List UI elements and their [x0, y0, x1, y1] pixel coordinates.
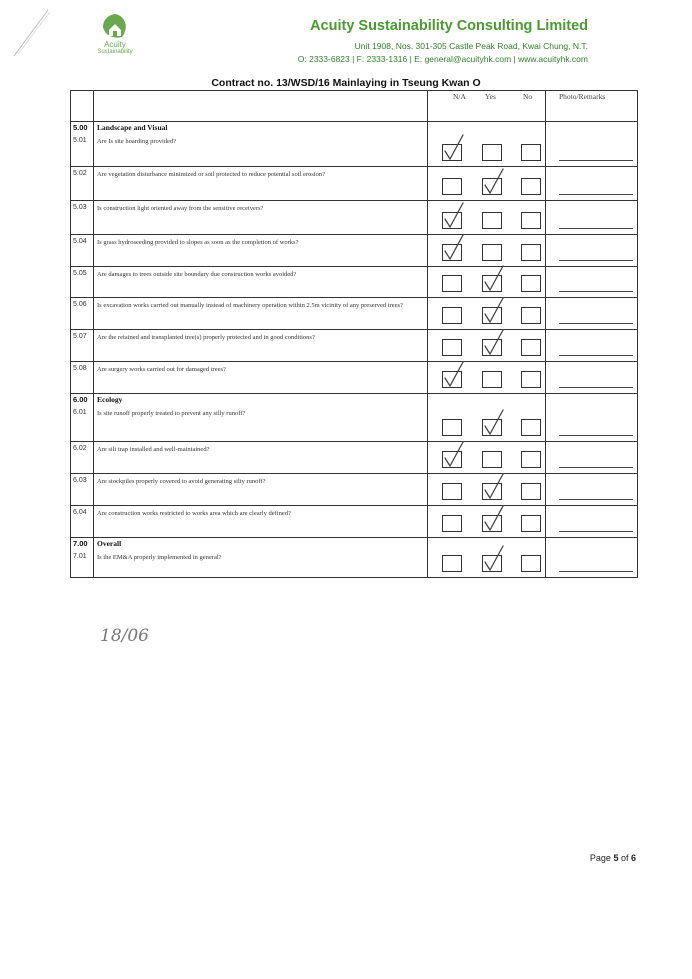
checkbox-no[interactable] — [521, 212, 541, 229]
checkmark-icon — [481, 167, 507, 197]
item-number: 6.04 — [73, 509, 87, 516]
checkbox-na[interactable] — [442, 483, 462, 500]
checkbox-yes[interactable] — [482, 515, 502, 532]
checkbox-no[interactable] — [521, 339, 541, 356]
checkbox-yes[interactable] — [482, 483, 502, 500]
item-number: 5.03 — [73, 204, 87, 211]
item-number: 5.07 — [73, 333, 87, 340]
item-question: Is grass hydroseeding provided to slopes as soon as the completion of works? — [97, 239, 299, 246]
item-question: Are Is site hoarding provided? — [97, 138, 177, 145]
checkbox-na[interactable] — [442, 144, 462, 161]
checkmark-icon — [481, 504, 507, 534]
checkbox-na[interactable] — [442, 244, 462, 261]
handwritten-date — [98, 622, 150, 648]
checkmark-icon — [481, 328, 507, 358]
section-number: 7.00 — [73, 539, 88, 548]
item-number: 5.06 — [73, 301, 87, 308]
company-name: Acuity Sustainability Consulting Limited — [310, 18, 588, 34]
section-title: Landscape and Visual — [97, 123, 168, 132]
page-middle: of — [618, 853, 631, 863]
item-question: Are construction works restricted to works area which are clearly defined? — [97, 510, 291, 517]
item-question: Is construction light oriented away from the sensitive receivers? — [97, 205, 264, 212]
checkmark-icon — [441, 201, 467, 231]
checkbox-na[interactable] — [442, 371, 462, 388]
col-header-no: No — [523, 92, 533, 101]
item-number: 5.05 — [73, 270, 87, 277]
logo-name: Acuity — [104, 40, 126, 49]
item-question: Are vegetation disturbance minimized or soil protected to reduce potential soil erosion? — [97, 171, 325, 178]
header-row-divider — [71, 121, 637, 122]
company-logo — [84, 12, 146, 56]
checkbox-no[interactable] — [521, 307, 541, 324]
item-question: Are stockpiles properly covered to avoid generating silty runoff? — [97, 478, 266, 485]
section-title: Overall — [97, 539, 122, 548]
checkbox-no[interactable] — [521, 178, 541, 195]
checkbox-yes[interactable] — [482, 212, 502, 229]
checkbox-no[interactable] — [521, 555, 541, 572]
checkbox-yes[interactable] — [482, 244, 502, 261]
item-question: Are the retained and transplanted tree(s) properly protected and in good conditions? — [97, 334, 315, 341]
remarks-field[interactable] — [559, 160, 633, 161]
remarks-field[interactable] — [559, 467, 633, 468]
remarks-field[interactable] — [559, 531, 633, 532]
item-number: 5.08 — [73, 365, 87, 372]
item-question: Are damages to trees outside site boundary due construction works avoided? — [97, 271, 297, 278]
company-address: Unit 1908, Nos. 301-305 Castle Peak Road, Kwai Chung, N.T. — [354, 41, 588, 51]
section-title: Ecology — [97, 395, 123, 404]
checkbox-yes[interactable] — [482, 275, 502, 292]
remarks-field[interactable] — [559, 355, 633, 356]
row-divider — [71, 537, 637, 538]
item-number: 5.01 — [73, 137, 87, 144]
checkbox-no[interactable] — [521, 419, 541, 436]
checkbox-yes[interactable] — [482, 555, 502, 572]
company-address-block — [298, 40, 588, 66]
remarks-field[interactable] — [559, 387, 633, 388]
checkbox-yes[interactable] — [482, 307, 502, 324]
checkbox-yes[interactable] — [482, 144, 502, 161]
checkbox-no[interactable] — [521, 451, 541, 468]
checkbox-yes[interactable] — [482, 419, 502, 436]
remarks-field[interactable] — [559, 499, 633, 500]
remarks-field[interactable] — [559, 571, 633, 572]
checkbox-na[interactable] — [442, 419, 462, 436]
checkmark-icon — [481, 472, 507, 502]
item-number: 6.01 — [73, 409, 87, 416]
checkmark-icon — [441, 233, 467, 263]
checkbox-na[interactable] — [442, 307, 462, 324]
section-number: 6.00 — [73, 395, 88, 404]
checkbox-no[interactable] — [521, 515, 541, 532]
item-question: Are surgery works carried out for damaged trees? — [97, 366, 226, 373]
checkbox-no[interactable] — [521, 483, 541, 500]
checkbox-yes[interactable] — [482, 371, 502, 388]
checkbox-na[interactable] — [442, 555, 462, 572]
col-header-yes: Yes — [485, 92, 496, 101]
item-number: 5.02 — [73, 170, 87, 177]
contract-title: Contract no. 13/WSD/16 Mainlaying in Tseung Kwan O — [211, 77, 481, 89]
remarks-field[interactable] — [559, 194, 633, 195]
checkbox-na[interactable] — [442, 275, 462, 292]
company-contact: O: 2333-6823 | F: 2333-1316 | E: general@acuityhk.com | www.acuityhk.com — [297, 54, 588, 64]
checkmark-icon — [441, 440, 467, 470]
checkbox-na[interactable] — [442, 212, 462, 229]
remarks-field[interactable] — [559, 323, 633, 324]
remarks-field[interactable] — [559, 228, 633, 229]
page-total: 6 — [630, 853, 636, 863]
checkmark-icon — [481, 296, 507, 326]
logo-tagline: Sustainability — [97, 49, 133, 55]
item-question: Is the EM&A properly implemented in general? — [97, 554, 222, 561]
remarks-field[interactable] — [559, 435, 633, 436]
checkmark-icon — [441, 360, 467, 390]
remarks-field[interactable] — [559, 291, 633, 292]
checkbox-no[interactable] — [521, 144, 541, 161]
pen-mark — [12, 8, 52, 58]
handwritten-date-text: 18/06 — [100, 626, 149, 646]
checkbox-na[interactable] — [442, 178, 462, 195]
checkbox-yes[interactable] — [482, 451, 502, 468]
checkbox-no[interactable] — [521, 244, 541, 261]
page-prefix: Page — [589, 853, 614, 863]
col-header-remarks: Photo/Remarks — [559, 92, 606, 101]
checkbox-na[interactable] — [442, 515, 462, 532]
checkbox-na[interactable] — [442, 339, 462, 356]
item-number: 5.04 — [73, 238, 87, 245]
item-question: Is excavation works carried out manually instead of machinery operation within 2.5m vicinity of any preserved trees? — [97, 302, 403, 309]
item-number: 6.03 — [73, 477, 87, 484]
page-current: 5 — [613, 853, 619, 863]
checkbox-yes[interactable] — [482, 339, 502, 356]
checkbox-yes[interactable] — [482, 178, 502, 195]
checkmark-icon — [481, 408, 507, 438]
checklist-table — [70, 90, 638, 578]
checkmark-icon — [481, 264, 507, 294]
row-divider — [71, 393, 637, 394]
item-question: Is site runoff properly treated to prevent any silly runoff? — [97, 410, 246, 417]
checkmark-icon — [441, 133, 467, 163]
item-number: 6.02 — [73, 445, 87, 452]
item-question: Are silt trap installed and well-maintained? — [97, 446, 210, 453]
item-number: 7.01 — [73, 553, 87, 560]
checkmark-icon — [481, 544, 507, 574]
checkbox-no[interactable] — [521, 275, 541, 292]
leaf-house-icon — [100, 12, 130, 40]
remarks-field[interactable] — [559, 260, 633, 261]
col-header-na: N/A — [453, 92, 466, 101]
section-number: 5.00 — [73, 123, 88, 132]
checkbox-na[interactable] — [442, 451, 462, 468]
page-number — [590, 853, 636, 863]
checkbox-no[interactable] — [521, 371, 541, 388]
